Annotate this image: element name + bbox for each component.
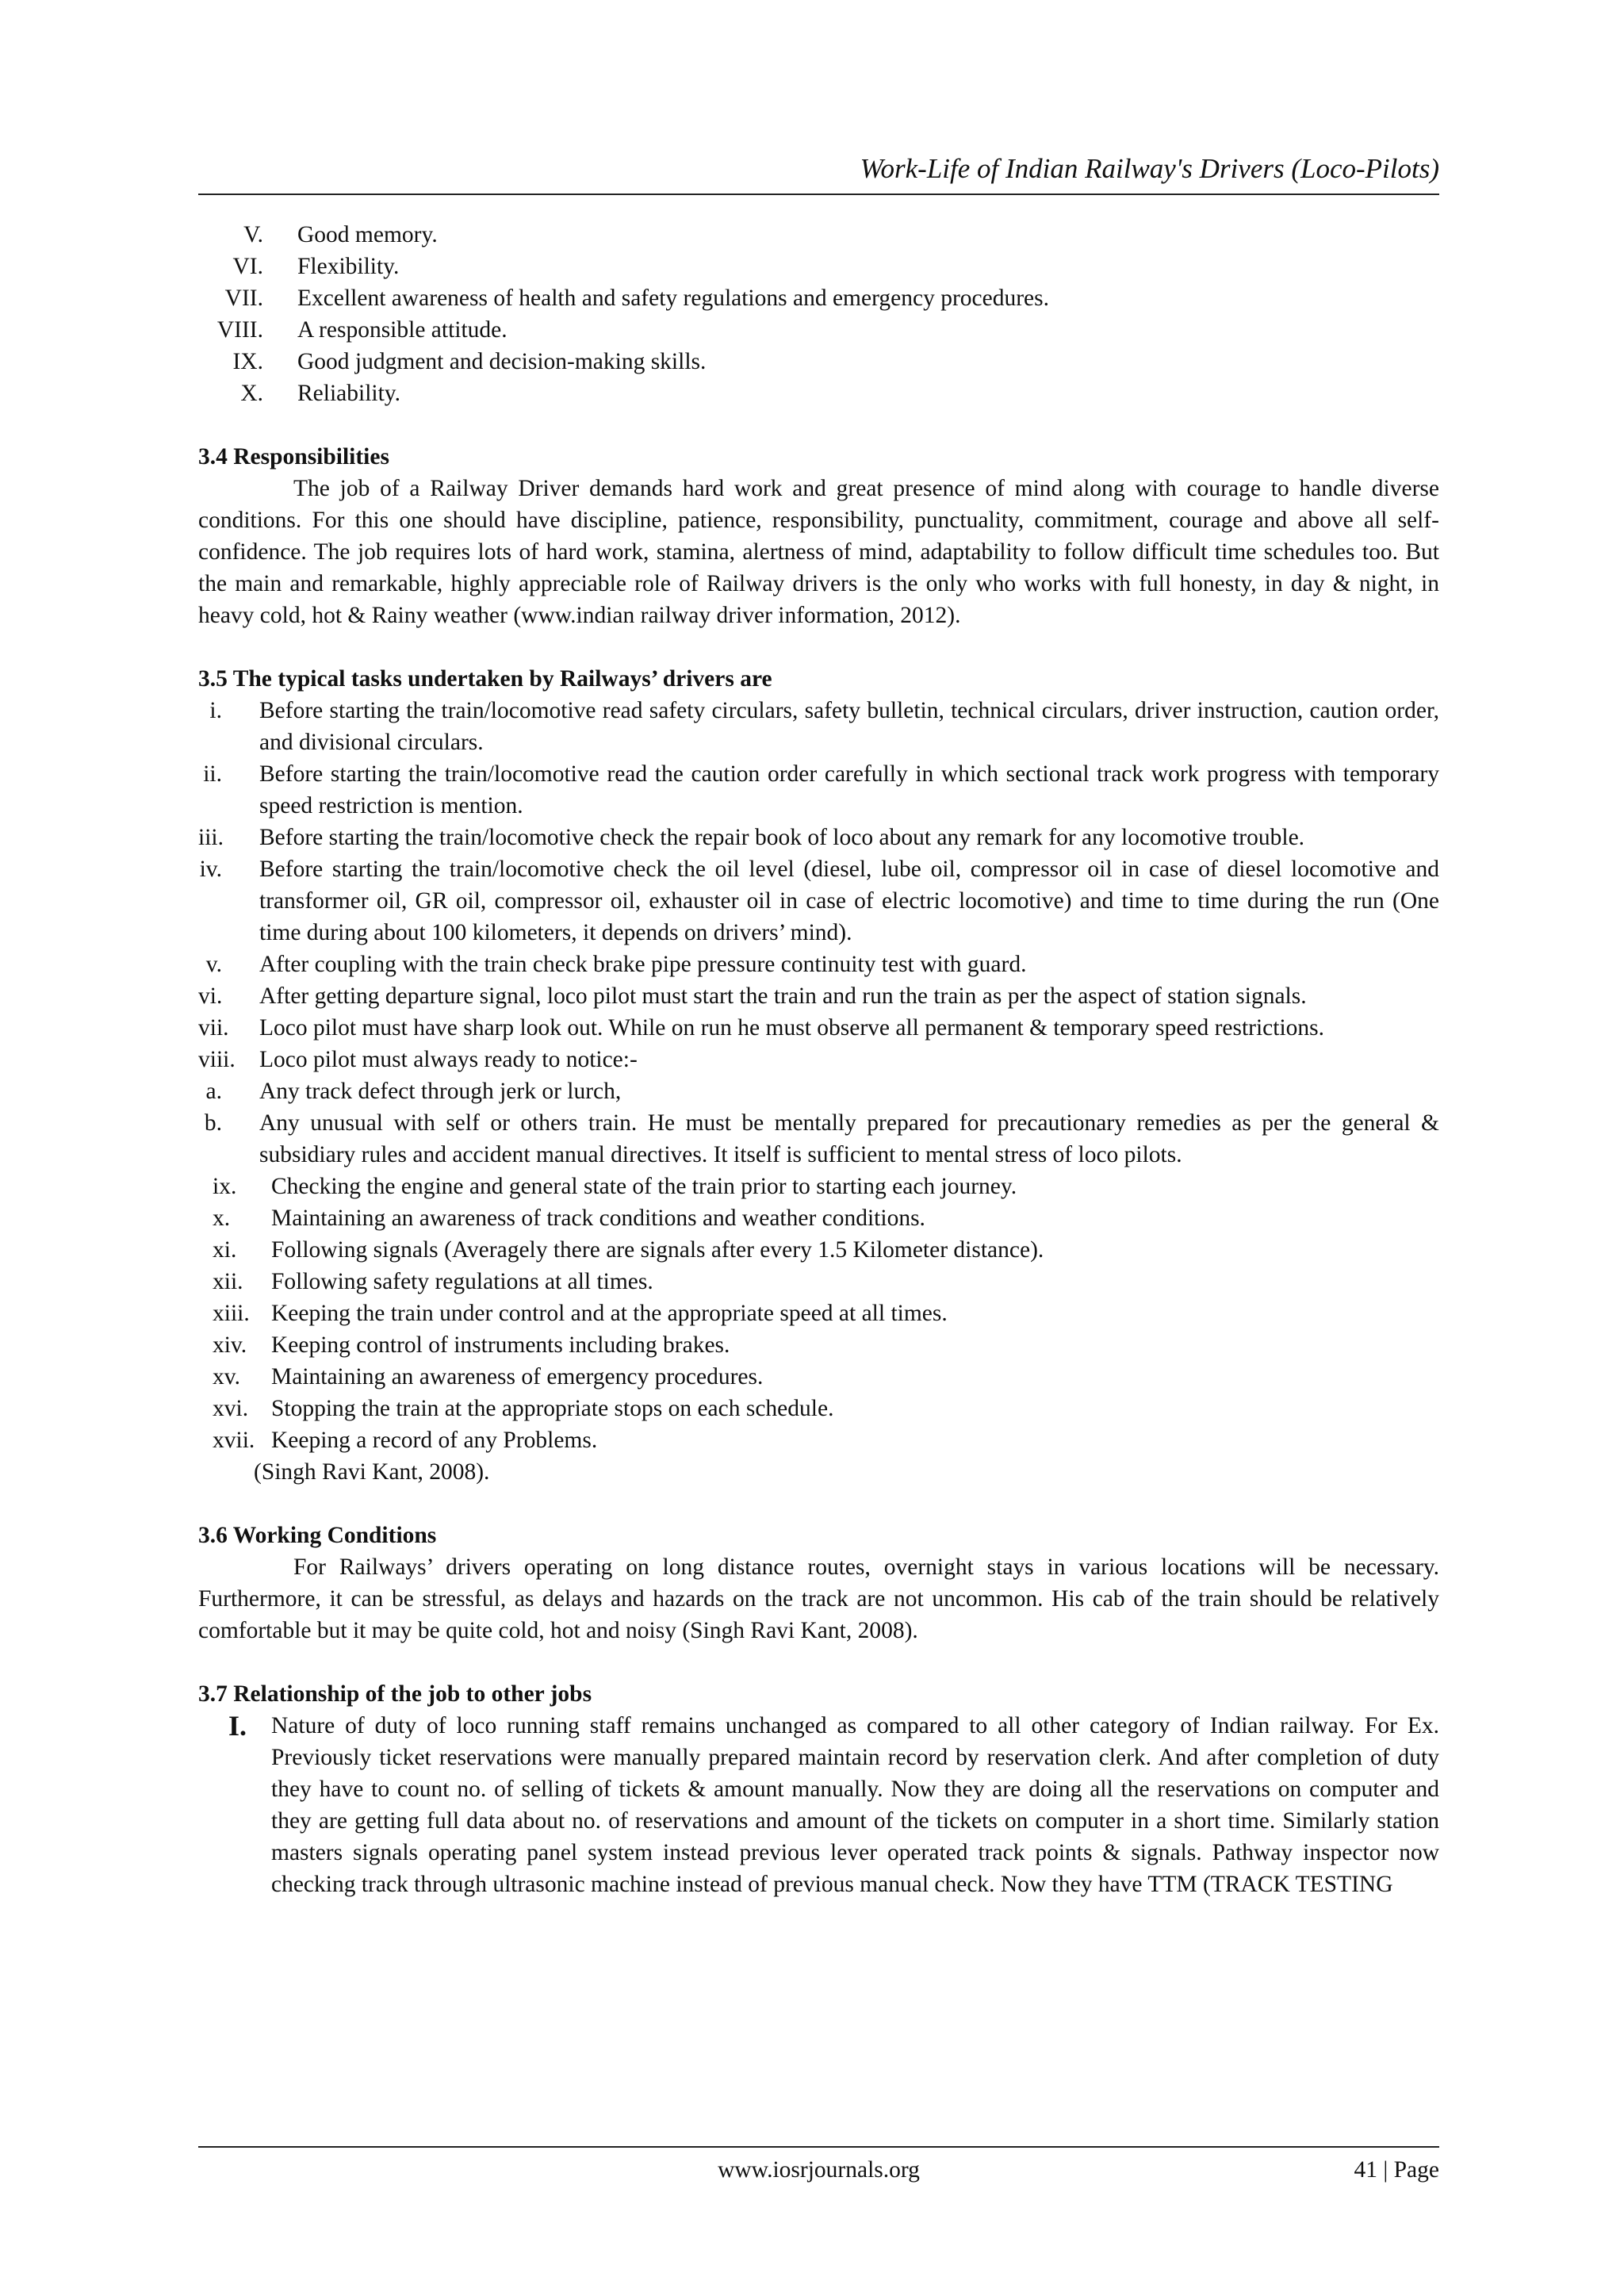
list-item: viii. Loco pilot must always ready to notice:- xyxy=(198,1047,638,1072)
running-title: Work-Life of Indian Railway's Drivers (Loco-Pilots) xyxy=(860,153,1439,184)
tasks-list xyxy=(198,695,1439,1171)
list-item: ii. Before starting the train/locomotive read the caution order carefully in which sectional track work progress with temporary speed restriction is mention. xyxy=(203,761,1439,818)
list-item: xii. Following safety regulations at all times. xyxy=(213,1269,653,1294)
list-item: xiv. Keeping control of instruments including brakes. xyxy=(213,1332,730,1358)
list-item: iii. Before starting the train/locomotive check the repair book of loco about any remark for any locomotive trouble. xyxy=(198,825,1305,850)
qualities-list xyxy=(198,219,1439,409)
list-item: v. After coupling with the train check brake pipe pressure continuity test with guard. xyxy=(205,952,1027,977)
section-heading-relationship: 3.7 Relationship of the job to other jobs xyxy=(198,1681,592,1707)
page-body xyxy=(198,219,1439,1900)
journal-website: www.iosrjournals.org xyxy=(718,2157,920,2183)
list-item: IX. Good judgment and decision-making skills. xyxy=(232,349,707,374)
list-item: VII. Excellent awareness of health and safety regulations and emergency procedures. xyxy=(224,286,1049,311)
list-item: xiii. Keeping the train under control and at the appropriate speed at all times. xyxy=(213,1301,948,1326)
relationship-list xyxy=(198,1710,1439,1900)
list-item: xv. Maintaining an awareness of emergency procedures. xyxy=(213,1364,764,1389)
page-number: 41 | Page xyxy=(1354,2157,1439,2183)
list-item: V. Good memory. xyxy=(243,222,438,247)
list-item: VI. Flexibility. xyxy=(232,254,400,279)
section-heading-typical-tasks: 3.5 The typical tasks undertaken by Railways’ drivers are xyxy=(198,666,772,692)
list-item: xvi. Stopping the train at the appropriate stops on each schedule. xyxy=(213,1396,834,1421)
list-item: x. Maintaining an awareness of track conditions and weather conditions. xyxy=(213,1205,925,1231)
tasks-list-continued xyxy=(198,1171,1439,1456)
list-item: b. Any unusual with self or others train. He must be mentally prepared for precautionary remedies as per the general & subsidiary rules and accident manual directives. It itself is sufficient to mental stress of loco pilots. xyxy=(204,1110,1439,1167)
list-item: xvii. Keeping a record of any Problems. xyxy=(213,1428,598,1453)
citation: (Singh Ravi Kant, 2008). xyxy=(254,1459,490,1485)
list-item: i. Before starting the train/locomotive read safety circulars, safety bulletin, technical circulars, driver instruction, caution order, and divisional circulars. xyxy=(209,698,1439,755)
footer-rule xyxy=(198,2146,1439,2148)
paragraph-responsibilities: The job of a Railway Driver demands hard work and great presence of mind along with courage to handle diverse conditions. For this one should have discipline, patience, responsibility, punctuality, commitment, courage and above all self-confidence. The job requires lots of hard work, stamina, alertness of mind, adaptability to follow difficult time schedules too. But the main and remarkable, highly appreciable role of Railway drivers is the only who works with full honesty, in day & night, in heavy cold, hot & Rainy weather (www.indian railway driver information, 2012). xyxy=(198,476,1439,628)
list-item: a. Any track defect through jerk or lurch, xyxy=(205,1079,622,1104)
list-item: xi. Following signals (Averagely there are signals after every 1.5 Kilometer distance). xyxy=(213,1237,1044,1263)
list-item: vii. Loco pilot must have sharp look out. While on run he must observe all permanent & temporary speed restrictions. xyxy=(198,1015,1325,1041)
list-item: vi. After getting departure signal, loco pilot must start the train and run the train as per the aspect of station signals. xyxy=(198,983,1307,1009)
section-heading-working-conditions: 3.6 Working Conditions xyxy=(198,1523,437,1548)
list-item: ix. Checking the engine and general state of the train prior to starting each journey. xyxy=(213,1174,1017,1199)
section-heading-responsibilities: 3.4 Responsibilities xyxy=(198,444,389,470)
header-rule xyxy=(198,194,1439,195)
list-item: iv. Before starting the train/locomotive check the oil level (diesel, lube oil, compressor oil in case of diesel locomotive and transformer oil, GR oil, compressor oil, exhauster oil in case of electric locomotive) and time to time during the run (One time during about 100 kilometers, it depends on drivers’ mind). xyxy=(199,857,1439,945)
list-item: VIII. A responsible attitude. xyxy=(216,317,508,343)
list-item: I. Nature of duty of loco running staff remains unchanged as compared to all other category of Indian railway. For Ex. Previously ticket reservations were manually prepared maintain record by reservation clerk. And after completion of duty they have to count no. of selling of tickets & amount manually. Now they are doing all the reservations on computer and they are getting full data about no. of reservations and amount of the tickets on computer in a short time. Similarly station masters signals operating panel system instead previous lever operated track points & signals. Pathway inspector now checking track through ultrasonic machine instead of previous manual check. Now they have TTM (TRACK TESTING xyxy=(228,1710,1439,1897)
list-item: X. Reliability. xyxy=(240,381,400,406)
paragraph-working-conditions: For Railways’ drivers operating on long distance routes, overnight stays in various locations will be necessary. Furthermore, it can be stressful, as delays and hazards on the track are not uncommon. His cab of the train should be relatively comfortable but it may be quite cold, hot and noisy (Singh Ravi Kant, 2008). xyxy=(198,1554,1439,1643)
